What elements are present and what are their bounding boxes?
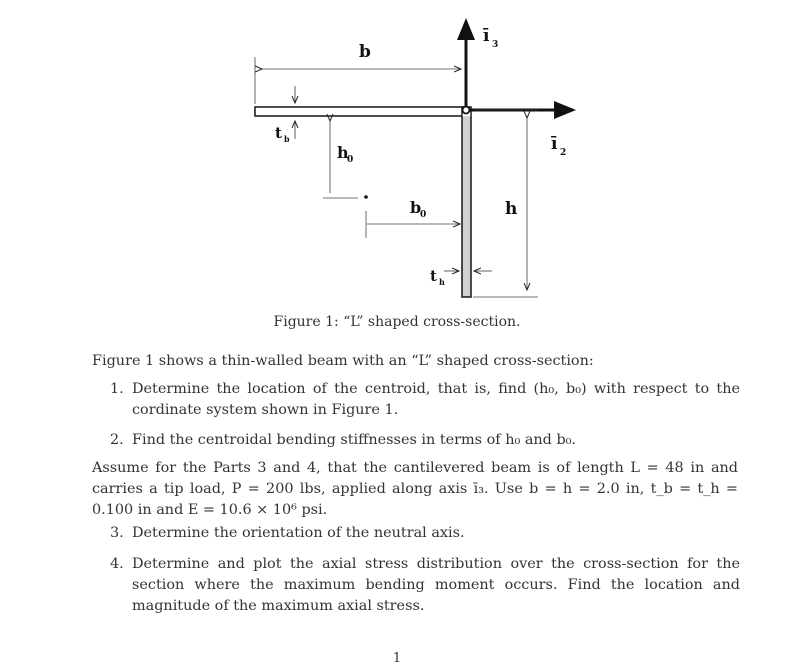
label-th: t — [430, 267, 437, 285]
label-h: h — [505, 199, 518, 219]
figure-caption: Figure 1: “L” shaped cross-section. — [273, 314, 521, 330]
label-h0: h — [337, 143, 349, 162]
origin-marker — [463, 107, 470, 114]
label-b0-subscript: 0 — [420, 210, 427, 220]
list-item-text: Determine and plot the axial stress distribution over the cross-section for the section where the maximum bending moment occurs. Find the location and magnitude of the maximum axial stress. — [132, 556, 740, 614]
label-th-subscript: h — [439, 277, 445, 287]
label-b0: b — [410, 198, 422, 217]
axis-i3-arrowhead — [457, 18, 475, 40]
list-item-number: 2. — [110, 432, 124, 448]
label-tb: t — [275, 124, 282, 142]
label-h0-subscript: 0 — [347, 155, 354, 165]
assumption-paragraph: Assume for the Parts 3 and 4, that the cantilevered beam is of length L = 48 in and carries a tip load, P = 200 lbs, applied along axis ī₃. Use b = h = 2.0 in, t_b = t_h = 0.100 in and E = 10.6 × 10⁶ psi. — [92, 460, 738, 518]
axis-i2-arrowhead — [554, 101, 576, 119]
page-number: 1 — [392, 651, 402, 666]
list-item-number: 3. — [110, 525, 124, 541]
list-item-text: Determine the location of the centroid, that is, find (h₀, b₀) with respect to the cordinate system shown in Figure 1. — [132, 381, 740, 418]
list-item-text: Determine the orientation of the neutral axis. — [132, 525, 465, 541]
list-item-text: Find the centroidal bending stiffnesses in terms of h₀ and b₀. — [132, 432, 577, 448]
l-cross-section-figure — [0, 0, 794, 330]
intro-paragraph: Figure 1 shows a thin-walled beam with an “L” shaped cross-section: — [92, 353, 594, 369]
label-tb-subscript: b — [284, 134, 290, 144]
centroid-dot — [364, 195, 368, 199]
list-item-number: 1. — [110, 381, 124, 397]
label-b: b — [359, 42, 371, 62]
label-i2: ī — [551, 134, 558, 154]
label-i2-subscript: 2 — [560, 148, 567, 158]
label-i3: ī — [483, 26, 490, 46]
list-item-number: 4. — [110, 556, 124, 572]
label-i3-subscript: 3 — [492, 40, 499, 50]
vertical-web — [462, 107, 471, 297]
horizontal-flange — [255, 107, 466, 116]
